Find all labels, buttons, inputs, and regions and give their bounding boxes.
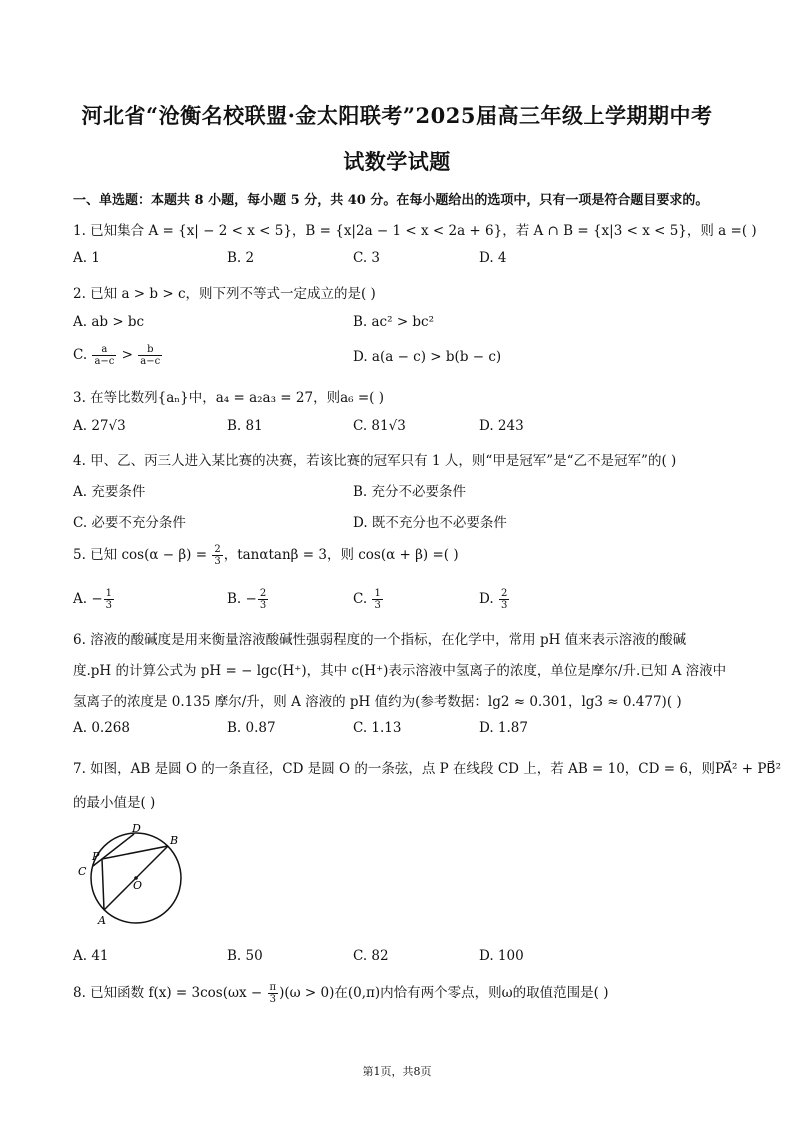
question-3-stem: 3. 在等比数列{aₙ}中，a₄ = a₂a₃ = 27，则a₆ =( ) — [73, 390, 384, 406]
q4-option-a: A. 充要条件 — [73, 484, 146, 500]
q1-option-c: C. 3 — [353, 250, 381, 266]
q1-option-a: A. 1 — [73, 250, 100, 266]
q8-stem-pre: 8. 已知函数 f(x) = 3cos(ωx − — [73, 985, 267, 1001]
q6-option-b: B. 0.87 — [227, 720, 276, 736]
q3-option-c: C. 81√3 — [353, 418, 406, 434]
q7-option-b: B. 50 — [227, 948, 263, 964]
q5-option-a — [73, 588, 115, 611]
q5-c-num: 1 — [374, 588, 381, 599]
q5-a-num: 1 — [105, 588, 113, 599]
q2-c-frac-b-den: a−c — [140, 356, 161, 367]
q2-option-d: D. a(a − c) > b(b − c) — [353, 349, 502, 365]
q5-a-den: 3 — [105, 600, 113, 611]
q6-option-c: C. 1.13 — [353, 720, 402, 736]
q7-option-a: A. 41 — [73, 948, 109, 964]
question-6-line2: 度.pH 的计算公式为 pH = − lgc(H⁺)，其中 c(H⁺)表示溶液中氢离子的浓度，单位是摩尔/升.已知 A 溶液中 — [73, 663, 727, 679]
segment-pb — [102, 846, 168, 859]
question-7-line2: 的最小值是( ) — [73, 795, 156, 811]
q5-b-num: 2 — [259, 588, 267, 599]
q8-stem-frac-den: 3 — [269, 994, 276, 1005]
label-p: P — [92, 850, 100, 863]
q5-stem-pre: 5. 已知 cos(α − β) = — [73, 547, 212, 563]
q4-option-b: B. 充分不必要条件 — [353, 484, 467, 500]
q5-stem-frac — [212, 544, 222, 567]
question-2-stem: 2. 已知 a > b > c，则下列不等式一定成立的是( ) — [73, 286, 376, 302]
q3-option-a: A. 27√3 — [73, 418, 126, 434]
q7-option-c: C. 82 — [353, 948, 389, 964]
q5-option-c — [353, 588, 384, 611]
q5-d-num: 2 — [500, 588, 508, 599]
q2-c-frac-a — [92, 344, 116, 367]
q2-c-gt: > — [117, 347, 138, 363]
q5-d-den: 3 — [500, 600, 508, 611]
question-6-line1: 6. 溶液的酸碱度是用来衡量溶液酸碱性强弱程度的一个指标，在化学中，常用 pH 值来表示溶液的酸碱 — [73, 632, 687, 648]
label-d: D — [132, 822, 141, 835]
q2-c-label: C. — [73, 347, 92, 363]
q6-option-d: D. 1.87 — [479, 720, 528, 736]
q8-stem-frac-num: π — [269, 982, 277, 993]
q6-option-a: A. 0.268 — [73, 720, 130, 736]
q1-option-b: B. 2 — [227, 250, 255, 266]
question-7-line1: 7. 如图，AB 是圆 O 的一条直径，CD 是圆 O 的一条弦，点 P 在线段 CD 上，若 AB = 10，CD = 6，则PA⃗² + PB⃗² — [73, 761, 782, 777]
q2-option-a: A. ab > bc — [73, 314, 145, 330]
q2-option-b: B. ac² > bc² — [353, 314, 435, 330]
q5-stem-post: ，tanαtanβ = 3，则 cos(α + β) =( ) — [223, 547, 459, 563]
q5-b-label: B. − — [227, 591, 257, 607]
q5-option-b — [227, 588, 269, 611]
q5-b-den: 3 — [259, 600, 267, 611]
q4-option-c: C. 必要不充分条件 — [73, 515, 186, 531]
question-4-stem: 4. 甲、乙、丙三人进入某比赛的决赛，若该比赛的冠军只有 1 人，则“甲是冠军”是“乙不是冠军”的( ) — [73, 453, 677, 469]
q2-option-c — [73, 344, 163, 367]
q5-a-frac — [104, 588, 114, 611]
q5-c-frac — [372, 588, 382, 611]
q7-option-d: D. 100 — [479, 948, 524, 964]
section-heading: 一、单选题：本题共 8 小题，每小题 5 分，共 40 分。在每小题给出的选项中，只有一项是符合题目要求的。 — [73, 193, 709, 208]
q3-option-b: B. 81 — [227, 418, 263, 434]
q8-stem-post: )(ω > 0)在(0,π)内恰有两个零点，则ω的取值范围是( ) — [279, 985, 609, 1001]
q3-option-d: D. 243 — [479, 418, 524, 434]
q5-c-den: 3 — [374, 600, 381, 611]
label-a: A — [98, 914, 106, 927]
q2-c-frac-a-den: a−c — [94, 356, 115, 367]
circle-diagram — [76, 822, 186, 932]
q5-d-label: D. — [479, 591, 498, 607]
question-6-line3: 氢离子的浓度是 0.135 摩尔/升，则 A 溶液的 pH 值约为(参考数据：lg2 ≈ 0.301，lg3 ≈ 0.477)( ) — [73, 694, 682, 710]
question-8-stem — [73, 981, 609, 1005]
q8-stem-frac — [268, 982, 279, 1005]
q2-c-frac-b-num: b — [138, 344, 162, 356]
q4-option-d: D. 既不充分也不必要条件 — [353, 515, 507, 531]
q5-option-d — [479, 588, 510, 611]
label-o: O — [133, 879, 143, 892]
q5-a-label: A. − — [73, 591, 103, 607]
q1-option-d: D. 4 — [479, 250, 507, 266]
question-1-stem: 1. 已知集合 A = {x| − 2 < x < 5}，B = {x|2a − 1 < x < 2a + 6}，若 A ∩ B = {x|3 < x < 5}，则 a =( ) — [73, 223, 757, 239]
q5-b-frac — [258, 588, 268, 611]
segment-pa — [102, 859, 104, 910]
q2-c-frac-a-num: a — [92, 344, 116, 356]
exam-title-line2: 试数学试题 — [343, 149, 451, 174]
q2-c-frac-b — [138, 344, 162, 367]
page-footer: 第1页，共8页 — [362, 1065, 432, 1078]
q5-stem-frac-num: 2 — [214, 544, 221, 555]
question-5-stem — [73, 543, 459, 567]
q5-d-frac — [499, 588, 509, 611]
q5-stem-frac-den: 3 — [214, 556, 221, 567]
label-b: B — [170, 834, 179, 847]
label-c: C — [78, 865, 87, 878]
exam-title-line1: 河北省“沧衡名校联盟·金太阳联考”2025届高三年级上学期期中考 — [81, 103, 713, 128]
q5-c-label: C. — [353, 591, 372, 607]
